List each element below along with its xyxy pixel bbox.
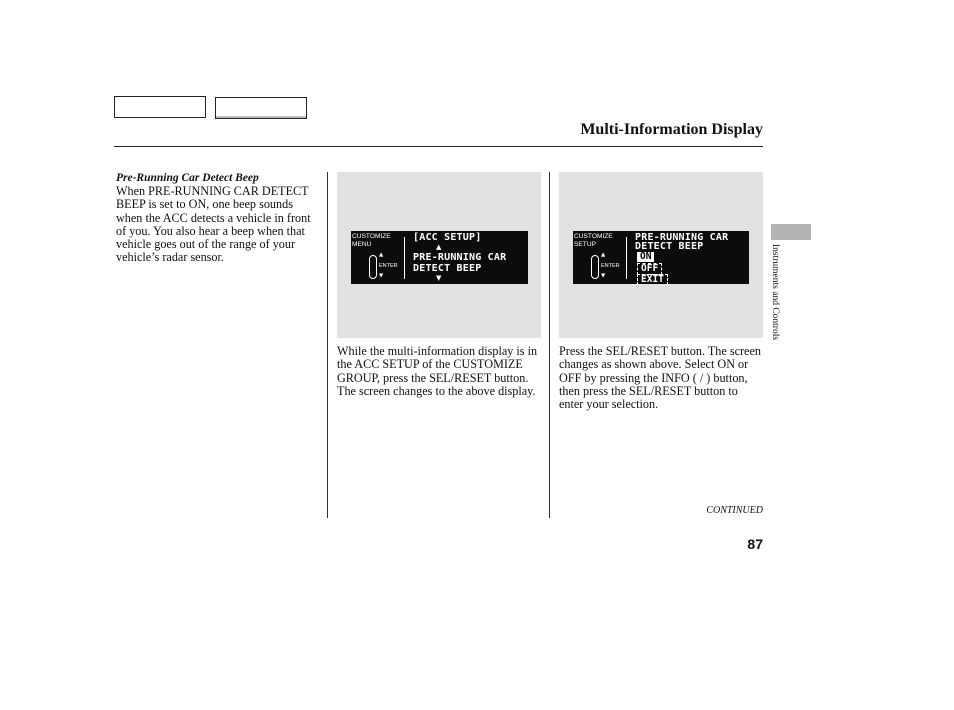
- scroll-up-icon: ▲: [436, 243, 442, 251]
- nav-button-next[interactable]: [215, 97, 307, 119]
- option-on: ON: [637, 252, 654, 262]
- screen-divider: [404, 237, 405, 279]
- section-tab: [771, 224, 811, 240]
- screen-label-line1: CUSTOMIZE: [352, 233, 391, 240]
- screen-line-3: DETECT BEEP: [413, 263, 482, 274]
- arrow-down-icon: ▼: [601, 273, 606, 279]
- display-figure-1: [337, 172, 541, 338]
- option-off: OFF: [637, 263, 662, 275]
- left-column-text: When PRE-RUNNING CAR DETECT BEEP is set to ON, one beep sounds when the ACC detects a vehicle in front of you. You also hear a beep when that vehicle goes out of the range of your vehicle’s radar sensor.: [116, 184, 311, 265]
- mid-display-screen-2: [573, 231, 749, 284]
- continued-label: CONTINUED: [706, 505, 763, 516]
- column-divider-2: [549, 172, 550, 518]
- enter-label: ENTER: [379, 263, 398, 269]
- enter-label: ENTER: [601, 263, 620, 269]
- middle-column-text: While the multi-information display is in the ACC SETUP of the CUSTOMIZE GROUP, press the SEL/RESET button. The screen changes to the above display.: [337, 344, 538, 398]
- column-divider-1: [327, 172, 328, 518]
- right-column-text: Press the SEL/RESET button. The screen changes as shown above. Select ON or OFF by pressing the INFO ( / ) button, then press the SEL/RESET button to enter your selection.: [559, 344, 761, 412]
- section-tab-label: Instruments and Controls: [770, 244, 780, 341]
- display-figure-2: [559, 172, 763, 338]
- option-exit: EXIT: [637, 274, 668, 285]
- screen-divider: [626, 237, 627, 279]
- screen-line-1: PRE-RUNNING CAR: [635, 232, 729, 243]
- section-subhead: Pre-Running Car Detect Beep: [116, 172, 259, 184]
- scroll-down-icon: ▼: [436, 274, 442, 282]
- nav-button-previous[interactable]: [114, 96, 206, 118]
- page-number: 87: [747, 536, 763, 552]
- screen-line-1: [ACC SETUP]: [413, 232, 482, 243]
- arrow-down-icon: ▼: [379, 273, 384, 279]
- screen-label-line2: MENU: [352, 241, 372, 248]
- page-title: Multi-Information Display: [580, 121, 763, 138]
- selector-knob-icon: [591, 255, 599, 279]
- screen-line-2: DETECT BEEP: [635, 241, 704, 252]
- screen-line-2: PRE-RUNNING CAR: [413, 252, 507, 263]
- arrow-up-icon: ▲: [379, 252, 384, 258]
- arrow-up-icon: ▲: [601, 252, 606, 258]
- selector-knob-icon: [369, 255, 377, 279]
- screen-label-line2: SETUP: [574, 241, 596, 248]
- mid-display-screen-1: [351, 231, 528, 284]
- screen-label-line1: CUSTOMIZE: [574, 233, 613, 240]
- header-rule: [114, 146, 763, 147]
